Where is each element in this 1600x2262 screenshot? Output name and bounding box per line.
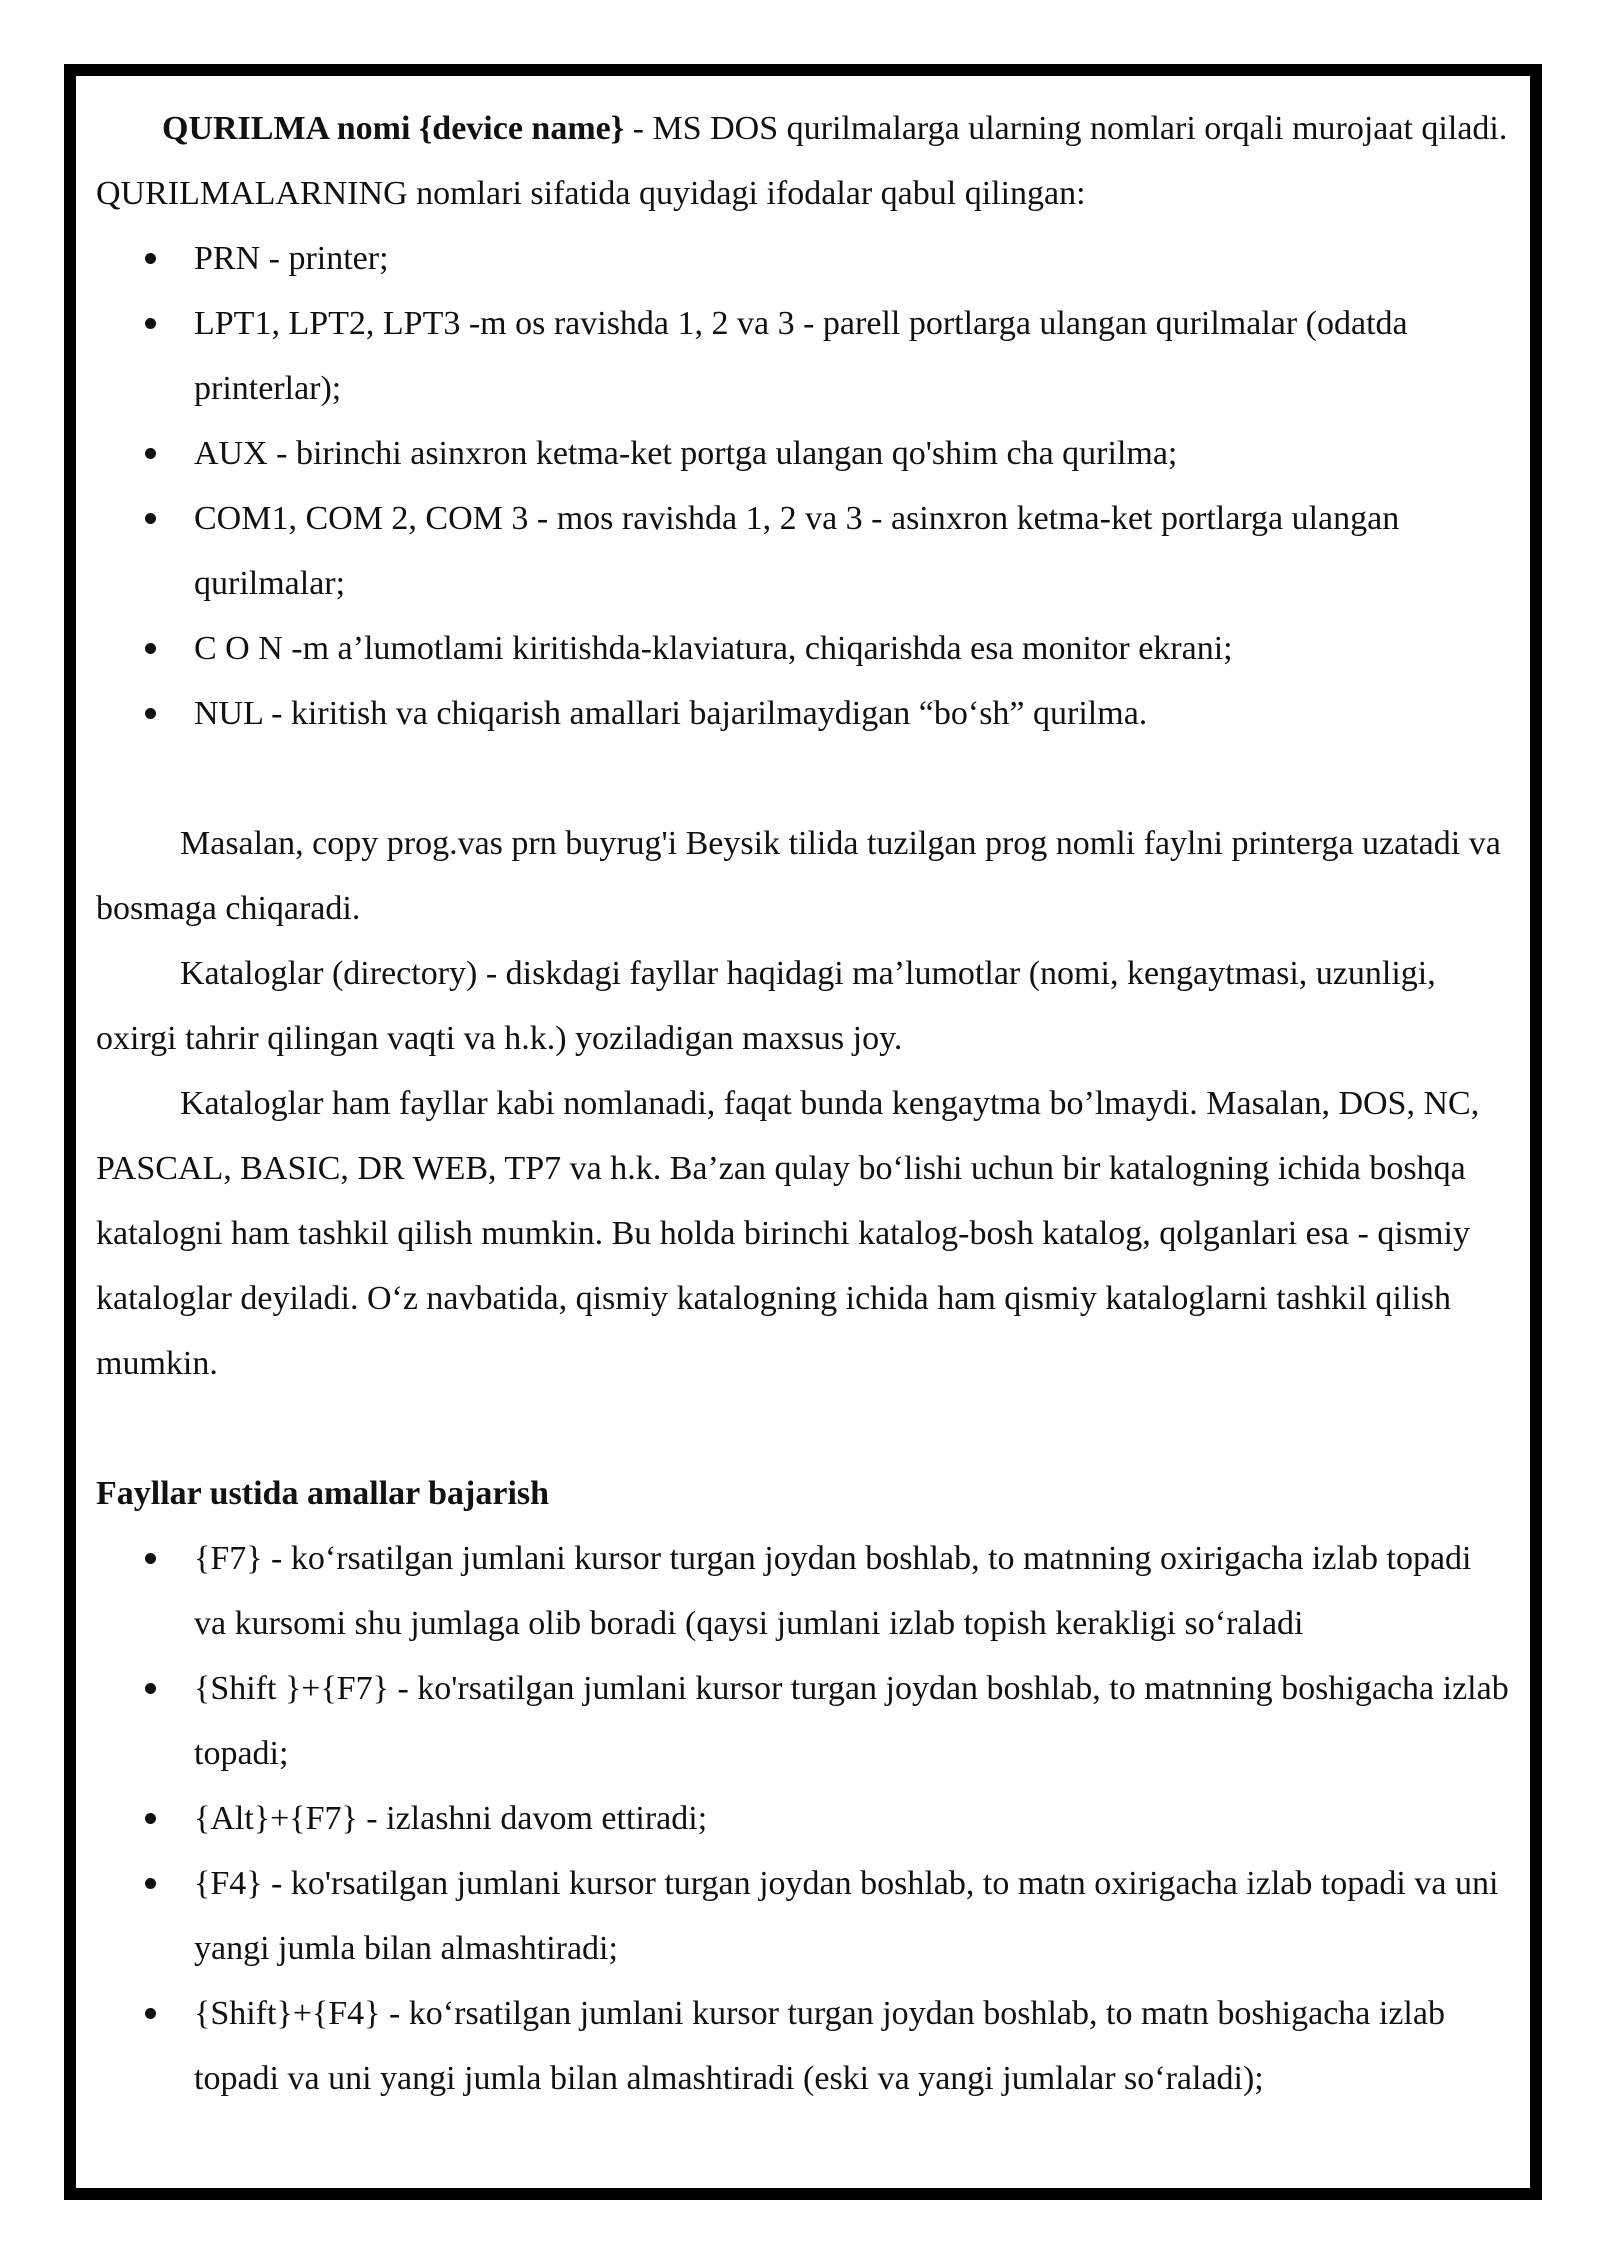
list-item-text: COM1, COM 2, COM 3 - mos ravishda 1, 2 va 3 - asinxron ketma-ket portlarga ulangan qurilmalar;	[194, 500, 1400, 602]
list-item	[96, 1656, 1510, 1786]
paragraph-example: Masalan, copy prog.vas prn buyrug'i Beysik tilida tuzilgan prog nomli faylni printerga uzatadi va bosmaga chiqaradi.	[96, 825, 1501, 927]
file-operations-list	[96, 1526, 1510, 2111]
bullet-icon	[145, 1813, 156, 1824]
list-item-text: {F4} - ko'rsatilgan jumlani kursor turgan joydan boshlab, to matn oxirigacha izlab topadi va uni yangi jumla bilan almashtiradi;	[194, 1865, 1499, 1967]
list-item	[96, 421, 1510, 486]
list-item-text: {Alt}+{F7} - izlashni davom ettiradi;	[194, 1800, 708, 1837]
list-item	[96, 681, 1510, 746]
list-item-text: PRN - printer;	[194, 240, 389, 277]
list-item-text: {Shift }+{F7} - ko'rsatilgan jumlani kursor turgan joydan boshlab, to matnning boshigacha izlab topadi;	[194, 1670, 1509, 1772]
spacer	[96, 746, 1510, 811]
spacer	[96, 1396, 1510, 1461]
device-list	[96, 226, 1510, 746]
section-heading: Fayllar ustida amallar bajarish	[96, 1475, 550, 1512]
bullet-icon	[145, 1553, 156, 1564]
intro-paragraph	[96, 96, 1510, 226]
list-item	[96, 226, 1510, 291]
bullet-icon	[145, 708, 156, 719]
list-item-text: C O N -m a’lumotlami kiritishda-klaviatura, chiqarishda esa monitor ekrani;	[194, 630, 1233, 667]
intro-term: QURILMA nomi {device name}	[162, 110, 625, 147]
paragraph-catalogs: Kataloglar ham fayllar kabi nomlanadi, faqat bunda kengaytma bo’lmaydi. Masalan, DOS, NC, PASCAL, BASIC, DR WEB, TP7 va h.k. Ba’zan qulay bo‘lishi uchun bir katalogning ichida boshqa katalogni ham tashkil qilish mumkin. Bu holda birinchi katalog-bosh katalog, qolganlari esa - qismiy kataloglar deyiladi. O‘z navbatida, qismiy katalogning ichida ham qismiy kataloglarni tashkil qilish mumkin.	[96, 1085, 1480, 1382]
list-item	[96, 486, 1510, 616]
list-item	[96, 616, 1510, 681]
list-item-text: AUX - birinchi asinxron ketma-ket portga ulangan qo'shim cha qurilma;	[194, 435, 1178, 472]
list-item-text: NUL - kiritish va chiqarish amallari bajarilmaydigan “bo‘sh” qurilma.	[194, 695, 1148, 732]
list-item	[96, 1981, 1510, 2111]
bullet-icon	[145, 448, 156, 459]
document-body	[96, 96, 1510, 2111]
bullet-icon	[145, 1878, 156, 1889]
list-item	[96, 1786, 1510, 1851]
list-item-text: {Shift}+{F4} - ko‘rsatilgan jumlani kursor turgan joydan boshlab, to matn boshigacha izlab topadi va uni yangi jumla bilan almashtiradi (eski va yangi jumlalar so‘raladi);	[194, 1995, 1445, 2097]
bullet-icon	[145, 643, 156, 654]
list-item-text: {F7} - ko‘rsatilgan jumlani kursor turgan joydan boshlab, to matnning oxirigacha izlab topadi va kursomi shu jumlaga olib boradi (qaysi jumlani izlab topish kerakligi so‘raladi	[194, 1540, 1472, 1642]
bullet-icon	[145, 318, 156, 329]
list-item	[96, 1526, 1510, 1656]
bullet-icon	[145, 2008, 156, 2019]
paragraph-directory: Kataloglar (directory) - diskdagi fayllar haqidagi ma’lumotlar (nomi, kengaytmasi, uzunligi, oxirgi tahrir qilingan vaqti va h.k.) yoziladigan maxsus joy.	[96, 955, 1436, 1057]
bullet-icon	[145, 513, 156, 524]
list-item-text: LPT1, LPT2, LPT3 -m os ravishda 1, 2 va 3 - parell portlarga ulangan qurilmalar (odatda printerlar);	[194, 305, 1408, 407]
bullet-icon	[145, 253, 156, 264]
list-item	[96, 291, 1510, 421]
list-item	[96, 1851, 1510, 1981]
intro-text: - MS DOS qurilmalarga ularning nomlari orqali murojaat qiladi. QURILMALARNING nomlari sifatida quyidagi ifodalar qabul qilingan:	[96, 110, 1508, 212]
bullet-icon	[145, 1683, 156, 1694]
